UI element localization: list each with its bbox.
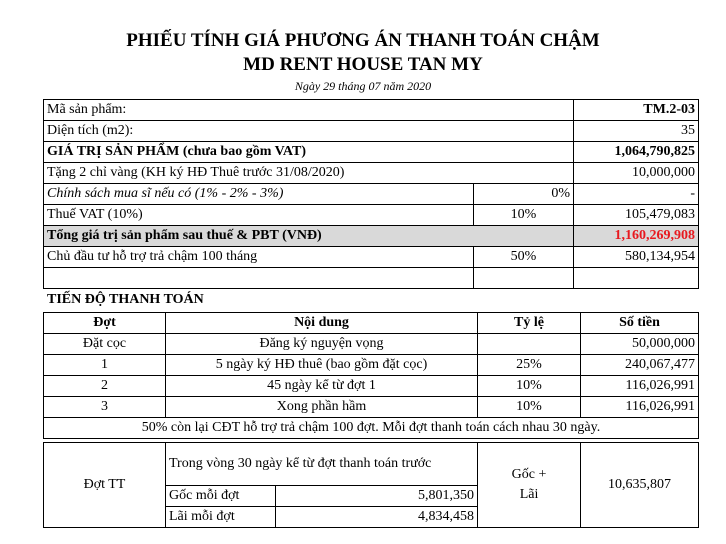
wholesale-value: -	[574, 184, 699, 205]
wholesale-pct: 0%	[474, 184, 574, 205]
table-row	[44, 100, 699, 121]
stage-cell: 1	[44, 355, 166, 376]
content-cell: Xong phần hầm	[166, 397, 478, 418]
product-value: 1,064,790,825	[574, 142, 699, 163]
table-row	[44, 226, 699, 247]
area-label: Diện tích (m2):	[44, 121, 574, 142]
table-row	[44, 163, 699, 184]
principal-value: 5,801,350	[276, 486, 478, 507]
vat-pct: 10%	[474, 205, 574, 226]
content-cell: 5 ngày ký HĐ thuê (bao gồm đặt cọc)	[166, 355, 478, 376]
rate-cell	[478, 334, 581, 355]
table-row	[44, 268, 699, 289]
stage-cell: Đặt cọc	[44, 334, 166, 355]
table-header-row	[44, 313, 699, 334]
table-row	[44, 397, 699, 418]
page-title: PHIẾU TÍNH GIÁ PHƯƠNG ÁN THANH TOÁN CHẬM	[126, 30, 600, 51]
schedule-note: 50% còn lại CĐT hỗ trợ trả chậm 100 đợt. Mỗi đợt thanh toán cách nhau 30 ngày.	[44, 418, 699, 439]
support-value: 580,134,954	[574, 247, 699, 268]
combined-label	[478, 443, 581, 528]
table-row	[44, 205, 699, 226]
table-row	[44, 376, 699, 397]
combined-value: 10,635,807	[581, 443, 699, 528]
amount-cell: 50,000,000	[581, 334, 699, 355]
stage-cell: 2	[44, 376, 166, 397]
installment-table	[43, 442, 699, 528]
amount-cell: 240,067,477	[581, 355, 699, 376]
product-code-value: TM.2-03	[574, 100, 699, 121]
content-cell: 45 ngày kể từ đợt 1	[166, 376, 478, 397]
product-code-label: Mã sản phẩm:	[44, 100, 574, 121]
rate-cell: 25%	[478, 355, 581, 376]
table-row	[44, 142, 699, 163]
payment-schedule-table	[43, 312, 699, 439]
column-header: Số tiền	[581, 313, 699, 334]
combined-label-2: Lãi	[519, 487, 539, 502]
table-row	[44, 184, 699, 205]
column-header: Tỷ lệ	[478, 313, 581, 334]
rate-cell: 10%	[478, 376, 581, 397]
amount-cell: 116,026,991	[581, 397, 699, 418]
interest-label: Lãi mỗi đợt	[166, 507, 276, 528]
table-row	[44, 121, 699, 142]
total-label: Tổng giá trị sản phẩm sau thuế & PBT (VNĐ)	[44, 226, 574, 247]
vat-value: 105,479,083	[574, 205, 699, 226]
column-header: Nội dung	[166, 313, 478, 334]
stage-cell: 3	[44, 397, 166, 418]
content-cell: Đăng ký nguyện vọng	[166, 334, 478, 355]
interest-value: 4,834,458	[276, 507, 478, 528]
empty-cell	[44, 268, 474, 289]
column-header: Đợt	[44, 313, 166, 334]
vat-label: Thuế VAT (10%)	[44, 205, 474, 226]
installment-label: Đợt TT	[44, 443, 166, 528]
table-row	[44, 334, 699, 355]
area-value: 35	[574, 121, 699, 142]
table-row	[44, 355, 699, 376]
combined-label-1: Gốc +	[511, 467, 547, 482]
amount-cell: 116,026,991	[581, 376, 699, 397]
principal-label: Gốc mỗi đợt	[166, 486, 276, 507]
total-value: 1,160,269,908	[574, 226, 699, 247]
gift-value: 10,000,000	[574, 163, 699, 184]
rate-cell: 10%	[478, 397, 581, 418]
document-date: Ngày 29 tháng 07 năm 2020	[294, 79, 432, 93]
section-title: TIẾN ĐỘ THANH TOÁN	[47, 292, 204, 307]
wholesale-label: Chính sách mua sĩ nếu có (1% - 2% - 3%)	[44, 184, 474, 205]
product-value-label: GIÁ TRỊ SẢN PHẨM (chưa bao gồm VAT)	[44, 142, 574, 163]
empty-cell	[574, 268, 699, 289]
table-row	[44, 418, 699, 439]
support-label: Chủ đầu tư hỗ trợ trả chậm 100 tháng	[44, 247, 474, 268]
support-pct: 50%	[474, 247, 574, 268]
price-summary-table	[43, 99, 699, 289]
table-row	[44, 247, 699, 268]
table-row	[44, 443, 699, 486]
project-name: MD RENT HOUSE TAN MY	[243, 54, 483, 75]
installment-within: Trong vòng 30 ngày kể từ đợt thanh toán trước	[166, 443, 478, 486]
empty-cell	[474, 268, 574, 289]
gift-label: Tặng 2 chỉ vàng (KH ký HĐ Thuê trước 31/08/2020)	[44, 163, 574, 184]
